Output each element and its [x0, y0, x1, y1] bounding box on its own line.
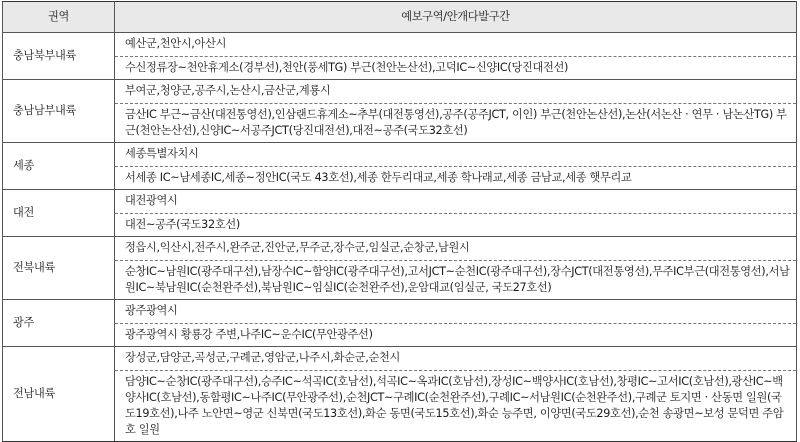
header-zones: 예보구역/안개다발구간: [115, 2, 797, 33]
forecast-zone-text: 부여군,청양군,공주시,논산시,금산군,계룡시: [125, 84, 331, 97]
fog-section-text: 광주광역시 황룡강 주변,나주IC~운수IC(무안광주선): [115, 323, 796, 346]
table-row: [3, 237, 797, 300]
fog-section-text: 담양IC~순창IC(광주대구선),승주IC~석곡IC(호남선),석곡IC~옥과IC(호남선),장성IC~백양사IC(호남선),창평IC~고서IC(호남선),광산IC~백양사IC(호남선),동함평IC~나주IC(무안광주선),순천JCT~구례IC(순천완주선),구례IC~서남원IC(순천완주선),구례군 토지면 · 산동면 일원(국도19호선),나주 노안면~영군 신북면(국도13호선),화순 동면(국도15호선),화순 능주면, 이양면(국도29호선),순천 송광면~보성 문덕면 주암호 일원: [115, 370, 796, 441]
zone-cell: [115, 347, 797, 442]
zone-cell: [115, 33, 797, 80]
fog-section-text: 대전~공주(국도32호선): [115, 213, 796, 236]
region-cell: 충남남부내륙: [3, 80, 115, 143]
zone-cell: [115, 190, 797, 237]
forecast-zone-text: 세종특별자치시: [125, 147, 199, 160]
region-cell: 광주: [3, 300, 115, 347]
zone-cell: [115, 143, 797, 190]
table-header-row: [3, 2, 797, 33]
table-row: [3, 143, 797, 190]
zone-cell: [115, 300, 797, 347]
table-row: [3, 33, 797, 80]
table-row: [3, 190, 797, 237]
table-row: [3, 80, 797, 143]
region-cell: 세종: [3, 143, 115, 190]
fog-section-text: 순창IC~남원IC(광주대구선),남장수IC~함양IC(광주대구선),고서JCT~순천IC(광주대구선),장수JCT(대전통영선),무주IC부근(대전통영선),서남원IC~북남원IC(순천완주선),북남원IC~임실IC(순천완주선),운암대교(임실군, 국도27호선): [115, 260, 796, 299]
fog-section-text: 서세종 IC~남세종IC,세종~정안IC(국도 43호선),세종 한두리대교,세종 학나래교,세종 금남교,세종 햇무리교: [115, 166, 796, 189]
table-row: [3, 347, 797, 442]
region-cell: 전남내륙: [3, 347, 115, 442]
header-region: 권역: [3, 2, 115, 33]
zone-cell: [115, 80, 797, 143]
forecast-zone-text: 대전광역시: [125, 194, 178, 207]
forecast-zone-text: 예산군,천안시,아산시: [125, 37, 227, 50]
forecast-zone-text: 광주광역시: [125, 304, 178, 317]
region-cell: 대전: [3, 190, 115, 237]
forecast-zone-text: 장성군,담양군,곡성군,구례군,영암군,나주시,화순군,순천시: [125, 351, 400, 364]
zone-cell: [115, 237, 797, 300]
table-row: [3, 300, 797, 347]
fog-section-text: 금산IC 부근~금산(대전통영선),인삼랜드휴게소~추부(대전통영선),공주(공주JCT, 이인) 부근(천안논산선),논산(서논산 · 연무 · 남논산TG) 부근(천안논산선),신양IC~서공주JCT(당진대전선),대전~공주(국도32호선): [115, 103, 796, 142]
region-cell: 전북내륙: [3, 237, 115, 300]
region-cell: 충남북부내륙: [3, 33, 115, 80]
forecast-zone-text: 정읍시,익산시,전주시,완주군,진안군,무주군,장수군,임실군,순창군,남원시: [125, 241, 470, 254]
fog-zone-table: [2, 1, 797, 442]
fog-section-text: 수신정류장~천안휴게소(경부선),천안(풍세TG) 부근(천안논산선),고덕IC~신양IC(당진대전선): [115, 56, 796, 79]
